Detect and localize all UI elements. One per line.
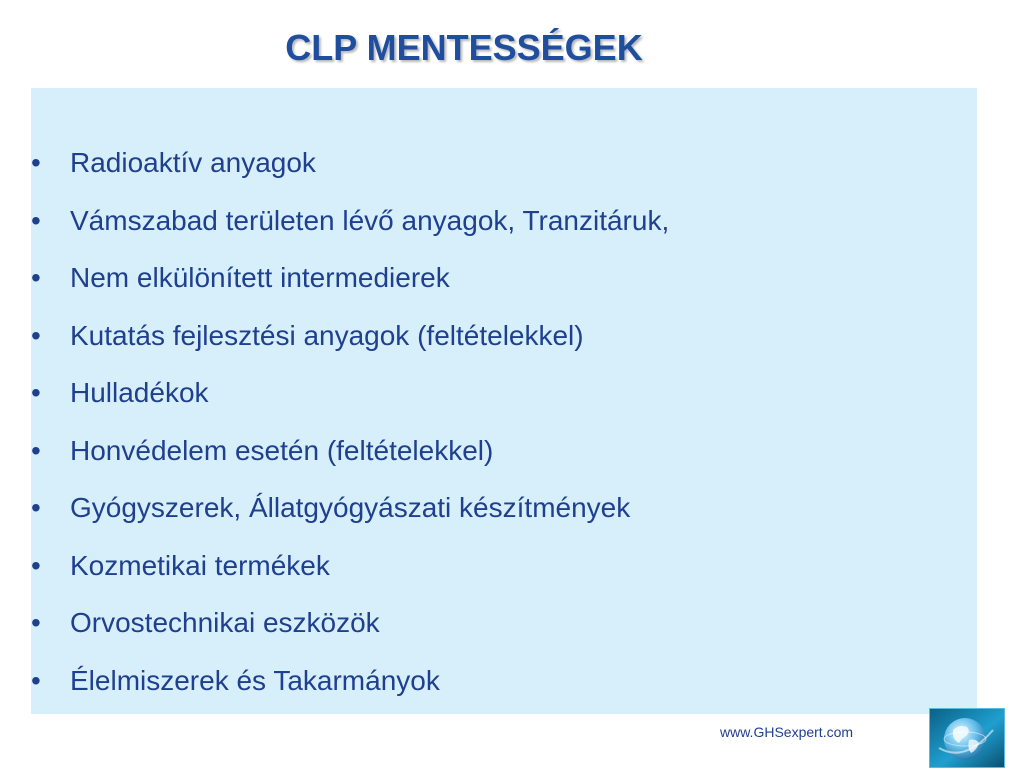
bullet-marker: • — [31, 607, 41, 638]
list-item-text: Orvostechnikai eszközök — [70, 607, 380, 638]
bullet-marker: • — [31, 204, 41, 236]
list-item-text: Gyógyszerek, Állatgyógyászati készítmények — [70, 492, 631, 523]
footer-url-link[interactable]: www.GHSexpert.com — [720, 724, 854, 740]
list-item-text: Honvédelem esetén (feltételekkel) — [70, 434, 494, 466]
list-item-text: Élelmiszerek és Takarmányok — [70, 664, 440, 696]
bullet-marker: • — [31, 377, 41, 408]
list-item-text: Nem elkülönített intermedierek — [70, 262, 450, 293]
bullet-marker: • — [31, 549, 41, 581]
bullet-marker: • — [31, 262, 41, 293]
list-item-text: Hulladékok — [70, 377, 209, 408]
bullet-marker: • — [31, 434, 41, 466]
bullet-marker: • — [31, 664, 41, 696]
bullet-marker: • — [31, 147, 41, 178]
slide-title: CLP MENTESSÉGEK — [285, 27, 643, 68]
bullet-marker: • — [31, 492, 41, 523]
list-item-text: Kozmetikai termékek — [70, 549, 330, 581]
list-item-text: Kutatás fejlesztési anyagok (feltételekkel) — [70, 319, 584, 351]
globe-logo-icon — [929, 708, 1005, 768]
list-item-text: Vámszabad területen lévő anyagok, Tranzitáruk, — [70, 204, 670, 236]
list-item-text: Radioaktív anyagok — [70, 147, 316, 178]
bullet-marker: • — [31, 319, 41, 351]
